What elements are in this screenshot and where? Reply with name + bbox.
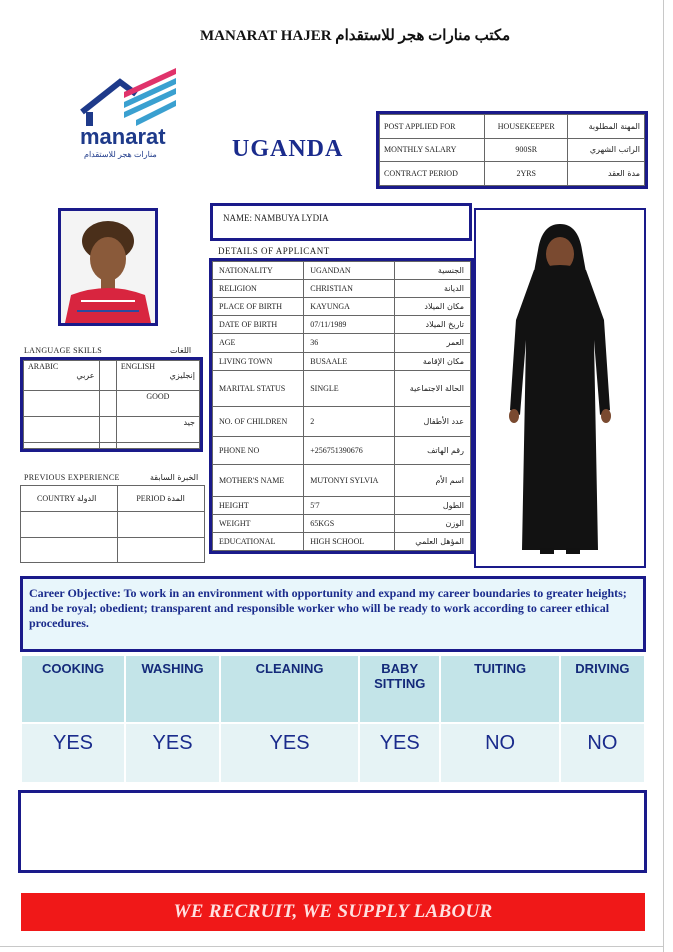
arabic-language-label-ar: عربي bbox=[76, 371, 95, 380]
skills-header-row bbox=[21, 655, 645, 723]
salary-row bbox=[380, 138, 645, 162]
skill-value-washing: YES bbox=[125, 723, 220, 783]
applicant-details-table bbox=[209, 258, 474, 554]
country-title: UGANDA bbox=[232, 136, 344, 162]
skill-value-cooking: YES bbox=[21, 723, 125, 783]
language-cell bbox=[116, 442, 199, 448]
details-title: DETAILS OF APPLICANT bbox=[218, 246, 330, 256]
detail-value: MUTONYI SYLVIA bbox=[304, 464, 395, 496]
detail-label: AGE bbox=[213, 334, 304, 352]
detail-label: NO. OF CHILDREN bbox=[213, 406, 304, 436]
skill-value-tuiting: NO bbox=[440, 723, 559, 783]
detail-value: 07/11/1989 bbox=[304, 316, 395, 334]
detail-row bbox=[213, 298, 471, 316]
language-row bbox=[24, 361, 200, 391]
country-header: COUNTRY bbox=[37, 494, 75, 503]
career-objective-box bbox=[20, 576, 646, 652]
previous-experience-title-arabic: الخبرة السابقة bbox=[150, 473, 199, 482]
language-cell bbox=[24, 391, 100, 417]
skills-table bbox=[20, 654, 646, 784]
detail-label: EDUCATIONAL bbox=[213, 532, 304, 550]
experience-cell bbox=[118, 537, 205, 563]
previous-experience-title: PREVIOUS EXPERIENCE bbox=[24, 473, 120, 482]
detail-value: BUSAALE bbox=[304, 352, 395, 370]
notes-box bbox=[18, 790, 647, 873]
arabic-language-label: ARABIC bbox=[28, 362, 59, 371]
detail-label-arabic: المؤهل العلمي bbox=[395, 532, 471, 550]
experience-cell bbox=[21, 537, 118, 563]
experience-row bbox=[21, 537, 205, 563]
detail-label: DATE OF BIRTH bbox=[213, 316, 304, 334]
portrait-image bbox=[61, 211, 155, 323]
page-border-right bbox=[663, 0, 664, 952]
detail-label-arabic: الوزن bbox=[395, 514, 471, 532]
country-header-cell bbox=[21, 486, 118, 512]
skill-header-washing: WASHING bbox=[125, 655, 220, 723]
experience-header-row bbox=[21, 486, 205, 512]
salary-value: 900SR bbox=[484, 138, 567, 162]
detail-row bbox=[213, 406, 471, 436]
post-label: POST APPLIED FOR bbox=[380, 115, 485, 139]
detail-label: PHONE NO bbox=[213, 436, 304, 464]
detail-row bbox=[213, 334, 471, 352]
detail-label: MARITAL STATUS bbox=[213, 370, 304, 406]
detail-label-arabic: تاريخ الميلاد bbox=[395, 316, 471, 334]
detail-row bbox=[213, 532, 471, 550]
applicant-name: NAME: NAMBUYA LYDIA bbox=[223, 213, 329, 223]
post-row bbox=[380, 115, 645, 139]
post-value: HOUSEKEEPER bbox=[484, 115, 567, 139]
detail-row bbox=[213, 352, 471, 370]
detail-value: HIGH SCHOOL bbox=[304, 532, 395, 550]
contract-label-arabic: مدة العقد bbox=[568, 162, 645, 186]
contract-row bbox=[380, 162, 645, 186]
skill-value-baby-sitting: YES bbox=[359, 723, 440, 783]
language-row bbox=[24, 416, 200, 442]
detail-row bbox=[213, 496, 471, 514]
skill-header-tuiting: TUITING bbox=[440, 655, 559, 723]
detail-row bbox=[213, 280, 471, 298]
detail-label: WEIGHT bbox=[213, 514, 304, 532]
experience-row bbox=[21, 512, 205, 538]
detail-row bbox=[213, 316, 471, 334]
detail-row bbox=[213, 436, 471, 464]
detail-row bbox=[213, 370, 471, 406]
career-objective-text: Career Objective: To work in an environment with opportunity and expand my career boundaries to greater heights; and be royal; obedient; transparent and responsible worker who will be ready to work according to career ethical procedures. bbox=[29, 586, 627, 630]
recruit-banner bbox=[21, 893, 645, 931]
skill-header-driving: DRIVING bbox=[560, 655, 645, 723]
contract-value: 2YRS bbox=[484, 162, 567, 186]
detail-label-arabic: مكان الإقامة bbox=[395, 352, 471, 370]
detail-label-arabic: الطول bbox=[395, 496, 471, 514]
detail-value: KAYUNGA bbox=[304, 298, 395, 316]
language-skills-title-arabic: اللغات bbox=[170, 346, 192, 355]
language-cell bbox=[24, 416, 100, 442]
previous-experience-table bbox=[20, 485, 205, 563]
language-row bbox=[24, 391, 200, 417]
detail-value: SINGLE bbox=[304, 370, 395, 406]
language-cell bbox=[99, 442, 116, 448]
full-body-image bbox=[476, 210, 644, 566]
language-skills-table bbox=[20, 357, 203, 452]
logo-subtitle: منارات هجر للاستقدام bbox=[84, 150, 157, 159]
contract-label: CONTRACT PERIOD bbox=[380, 162, 485, 186]
detail-label-arabic: مكان الميلاد bbox=[395, 298, 471, 316]
skill-header-baby-sitting: BABY SITTING bbox=[359, 655, 440, 723]
english-level-arabic: جيد bbox=[116, 416, 199, 442]
skill-value-cleaning: YES bbox=[220, 723, 359, 783]
detail-label-arabic: الديانة bbox=[395, 280, 471, 298]
language-cell bbox=[24, 442, 100, 448]
period-header: PERIOD bbox=[136, 494, 166, 503]
detail-label-arabic: رقم الهاتف bbox=[395, 436, 471, 464]
language-cell bbox=[99, 391, 116, 417]
post-details-table bbox=[376, 111, 648, 189]
applicant-portrait-photo bbox=[58, 208, 158, 326]
english-language-cell bbox=[116, 361, 199, 391]
detail-row bbox=[213, 514, 471, 532]
banner-text: WE RECRUIT, WE SUPPLY LABOUR bbox=[173, 901, 493, 922]
period-header-arabic: المدة bbox=[167, 494, 185, 503]
page-border-bottom bbox=[0, 946, 664, 947]
detail-value: 2 bbox=[304, 406, 395, 436]
detail-value: 5'7 bbox=[304, 496, 395, 514]
detail-row bbox=[213, 262, 471, 280]
country-header-arabic: الدولة bbox=[76, 494, 97, 503]
salary-label-arabic: الراتب الشهري bbox=[568, 138, 645, 162]
applicant-full-photo bbox=[474, 208, 646, 568]
arabic-language-cell bbox=[24, 361, 100, 391]
english-language-label: ENGLISH bbox=[120, 362, 156, 371]
detail-value: CHRISTIAN bbox=[304, 280, 395, 298]
english-level: GOOD bbox=[116, 391, 199, 417]
salary-label: MONTHLY SALARY bbox=[380, 138, 485, 162]
detail-value: +256751390676 bbox=[304, 436, 395, 464]
experience-cell bbox=[118, 512, 205, 538]
applicant-name-box bbox=[210, 203, 472, 241]
detail-label: PLACE OF BIRTH bbox=[213, 298, 304, 316]
detail-label-arabic: الجنسية bbox=[395, 262, 471, 280]
arabic-level-cell bbox=[99, 361, 116, 391]
detail-label-arabic: الحالة الاجتماعية bbox=[395, 370, 471, 406]
language-row bbox=[24, 442, 200, 448]
post-label-arabic: المهنة المطلوبة bbox=[568, 115, 645, 139]
period-header-cell bbox=[118, 486, 205, 512]
detail-label: MOTHER'S NAME bbox=[213, 464, 304, 496]
detail-label-arabic: العمر bbox=[395, 334, 471, 352]
language-skills-title: LANGUAGE SKILLS bbox=[24, 346, 103, 355]
detail-label: LIVING TOWN bbox=[213, 352, 304, 370]
detail-label: RELIGION bbox=[213, 280, 304, 298]
logo-wordmark: manarat bbox=[80, 124, 166, 149]
skill-header-cooking: COOKING bbox=[21, 655, 125, 723]
detail-value: 65KGS bbox=[304, 514, 395, 532]
language-cell bbox=[99, 416, 116, 442]
experience-cell bbox=[21, 512, 118, 538]
agency-header-title: MANARAT HAJER مكتب منارات هجر للاستقدام bbox=[200, 28, 511, 44]
detail-label-arabic: عدد الأطفال bbox=[395, 406, 471, 436]
detail-value: UGANDAN bbox=[304, 262, 395, 280]
english-language-label-ar: إنجليزي bbox=[169, 371, 195, 380]
detail-label: HEIGHT bbox=[213, 496, 304, 514]
detail-label: NATIONALITY bbox=[213, 262, 304, 280]
detail-row bbox=[213, 464, 471, 496]
skills-value-row bbox=[21, 723, 645, 783]
skill-header-cleaning: CLEANING bbox=[220, 655, 359, 723]
detail-label-arabic: اسم الأم bbox=[395, 464, 471, 496]
detail-value: 36 bbox=[304, 334, 395, 352]
skill-value-driving: NO bbox=[560, 723, 645, 783]
